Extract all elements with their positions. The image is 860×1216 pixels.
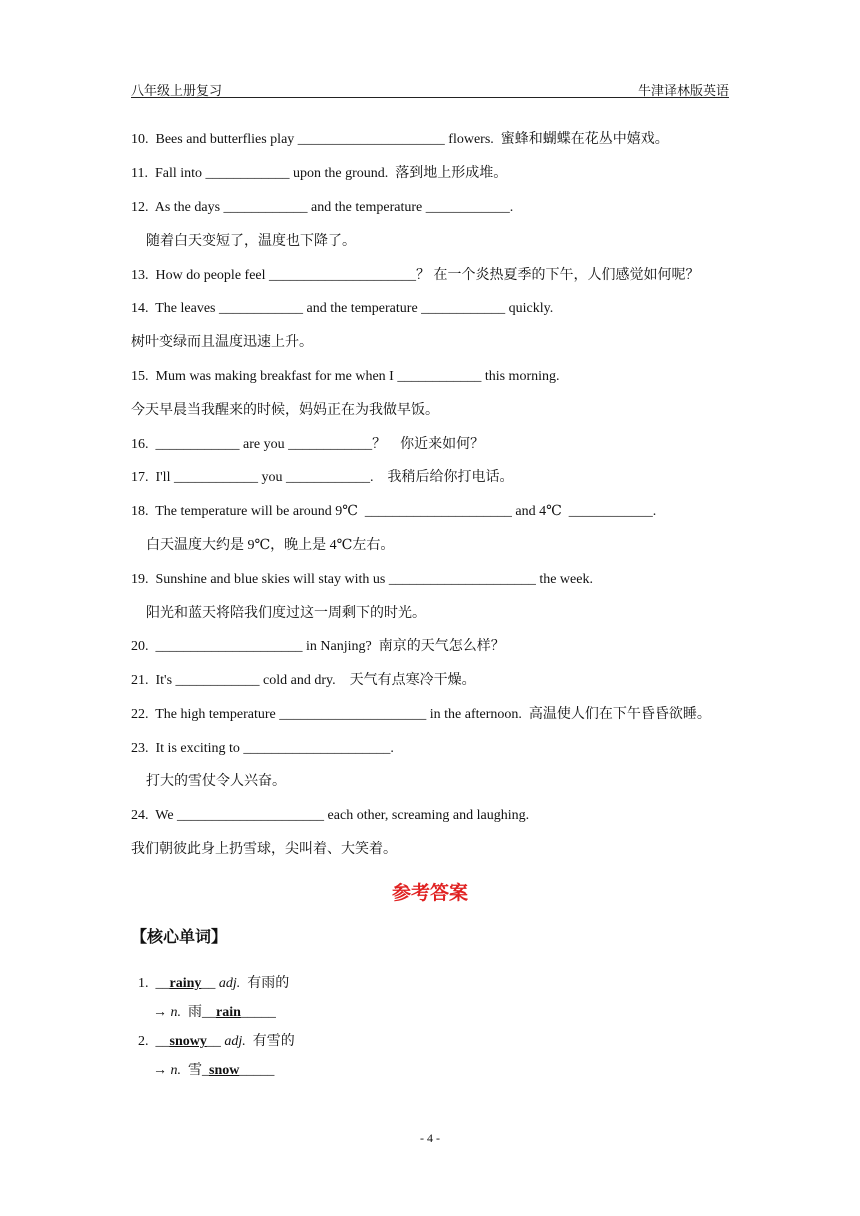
arrow-icon: →	[153, 1005, 167, 1020]
part-of-speech: n.	[170, 1063, 181, 1078]
meaning: 有雪的	[252, 1034, 295, 1049]
blank-suffix: _____	[240, 1005, 276, 1020]
exercise-line-12: 12. As the days ____________ and the temperature ____________.	[131, 200, 514, 215]
translation-line-18: 白天温度大约是 9℃，晚上是 4℃左右。	[146, 538, 395, 553]
translation-line-15: 今天早晨当我醒来的时候，妈妈正在为我做早饭。	[131, 403, 439, 418]
exercise-line-18: 18. The temperature will be around 9℃ _____________________ and 4℃ ____________.	[131, 504, 657, 519]
blank-suffix: __	[206, 1034, 221, 1049]
answer-word: rain	[216, 1005, 241, 1020]
exercise-line-22: 22. The high temperature _____________________ in the afternoon. 高温使人们在下午昏昏欲睡。	[131, 707, 711, 722]
answer-word: snow	[209, 1063, 240, 1078]
exercise-line-19: 19. Sunshine and blue skies will stay with us _____________________ the week.	[131, 572, 593, 587]
answers-title: 参考答案	[391, 882, 468, 904]
section-title: 【核心单词】	[131, 927, 228, 946]
exercise-line-14: 14. The leaves ____________ and the temperature ____________ quickly.	[131, 301, 554, 316]
exercise-line-17: 17. I'll ____________ you ____________. 我稍后给你打电话。	[131, 470, 514, 485]
header-right-text: 牛津译林版英语	[637, 83, 729, 98]
blank-suffix: _____	[239, 1063, 275, 1078]
part-of-speech: n.	[170, 1005, 181, 1020]
blank-prefix: __	[155, 1034, 170, 1049]
translation-line-24: 我们朝彼此身上扔雪球，尖叫着、大笑着。	[131, 842, 397, 857]
exercise-line-23: 23. It is exciting to _____________________.	[131, 741, 394, 756]
answer-word: rainy	[169, 976, 202, 991]
meaning: 有雨的	[247, 976, 290, 991]
answer-number: 2.	[138, 1034, 149, 1049]
meaning: 雨	[188, 1005, 202, 1020]
exercise-line-24: 24. We _____________________ each other, screaming and laughing.	[131, 808, 530, 823]
part-of-speech: adj.	[218, 976, 241, 991]
answer-word: snowy	[169, 1034, 207, 1049]
page-header	[131, 80, 729, 98]
translation-line-14: 树叶变绿而且温度迅速上升。	[131, 335, 313, 350]
answer-number: 1.	[138, 976, 149, 991]
answer-line-2b	[146, 1044, 274, 1080]
page-number: - 4 -	[420, 1131, 440, 1145]
exercise-line-20: 20. _____________________ in Nanjing? 南京的天气怎么样？	[131, 639, 505, 654]
arrow-icon: →	[153, 1063, 167, 1078]
translation-line-23: 打大的雪仗令人兴奋。	[146, 774, 286, 789]
meaning: 雪	[188, 1063, 202, 1078]
blank-prefix: __	[202, 1005, 216, 1020]
exercise-line-15: 15. Mum was making breakfast for me when I ____________ this morning.	[131, 369, 560, 384]
exercise-line-11: 11. Fall into ____________ upon the ground. 落到地上形成堆。	[131, 166, 508, 181]
exercise-line-10: 10. Bees and butterflies play _____________________ flowers. 蜜蜂和蝴蝶在花丛中嬉戏。	[131, 132, 669, 147]
exercise-line-13: 13. How do people feel _____________________？ 在一个炎热夏季的下午，人们感觉如何呢？	[131, 268, 700, 283]
exercise-line-21: 21. It's ____________ cold and dry. 天气有点寒冷干燥。	[131, 673, 476, 688]
translation-line-19: 阳光和蓝天将陪我们度过这一周剩下的时光。	[146, 606, 426, 621]
blank-suffix: __	[201, 976, 216, 991]
blank-prefix: __	[155, 976, 170, 991]
translation-line-12: 随着白天变短了，温度也下降了。	[146, 234, 356, 249]
part-of-speech: adj.	[224, 1034, 246, 1049]
blank-prefix: _	[202, 1063, 209, 1078]
header-left-text: 八年级上册复习	[131, 83, 223, 98]
exercise-line-16: 16. ____________ are you ____________？ 你近来如何？	[131, 437, 485, 452]
